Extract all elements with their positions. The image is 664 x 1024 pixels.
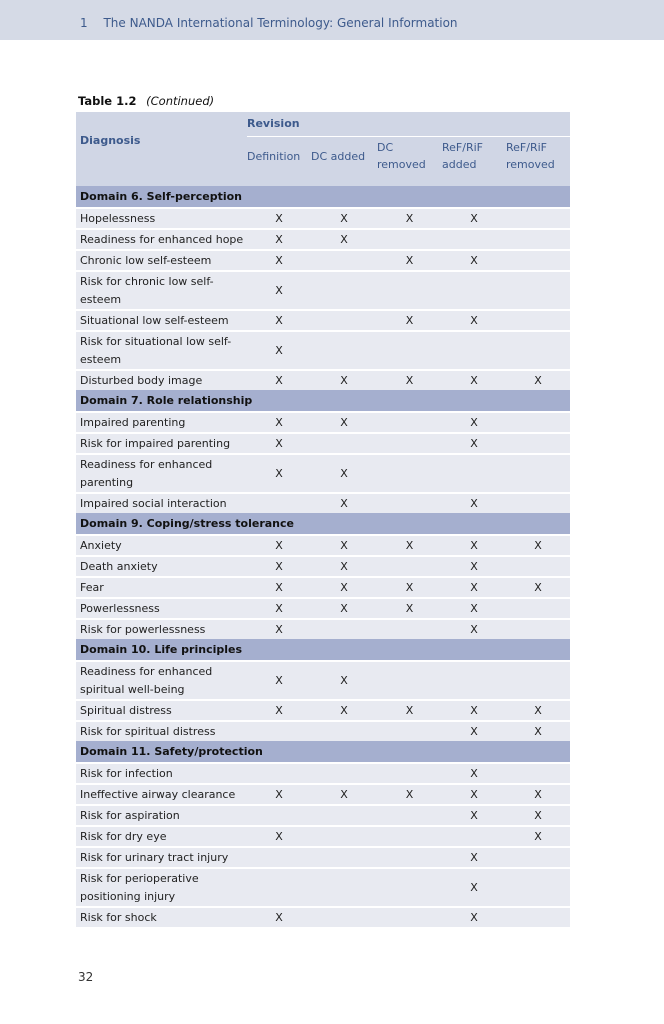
table-row bbox=[76, 763, 570, 784]
mark-definition: X bbox=[247, 907, 311, 927]
mark-definition: X bbox=[247, 784, 311, 805]
mark-dc-removed bbox=[377, 556, 442, 577]
diagnosis-revision-table bbox=[76, 112, 570, 927]
mark-definition: X bbox=[247, 229, 311, 250]
mark-dc-removed: X bbox=[377, 700, 442, 721]
mark-definition: X bbox=[247, 556, 311, 577]
mark-dc-removed bbox=[377, 661, 442, 700]
mark-ref-removed bbox=[506, 619, 570, 639]
table-row bbox=[76, 310, 570, 331]
mark-dc-added bbox=[311, 433, 377, 454]
mark-definition bbox=[247, 847, 311, 868]
mark-ref-added: X bbox=[442, 721, 506, 741]
table-row bbox=[76, 370, 570, 390]
diagnosis-name: Situational low self-esteem bbox=[76, 310, 247, 331]
table-row bbox=[76, 535, 570, 556]
col-header-ref-added: ReF/RiF added bbox=[442, 137, 506, 187]
mark-dc-added bbox=[311, 763, 377, 784]
mark-ref-removed: X bbox=[506, 370, 570, 390]
domain-row bbox=[76, 639, 570, 661]
col-header-ref-removed: ReF/RiF removed bbox=[506, 137, 570, 187]
table-continued: (Continued) bbox=[146, 94, 215, 108]
mark-definition bbox=[247, 493, 311, 513]
table-row bbox=[76, 907, 570, 927]
table-row bbox=[76, 331, 570, 370]
mark-ref-removed bbox=[506, 763, 570, 784]
mark-ref-added: X bbox=[442, 784, 506, 805]
mark-definition: X bbox=[247, 433, 311, 454]
mark-dc-removed bbox=[377, 763, 442, 784]
chapter-number: 1 bbox=[80, 16, 88, 30]
mark-ref-removed bbox=[506, 907, 570, 927]
mark-dc-added bbox=[311, 907, 377, 927]
table-row bbox=[76, 619, 570, 639]
running-header-text bbox=[80, 16, 458, 30]
mark-definition: X bbox=[247, 412, 311, 433]
diagnosis-name: Chronic low self-esteem bbox=[76, 250, 247, 271]
mark-ref-added: X bbox=[442, 370, 506, 390]
mark-ref-removed bbox=[506, 310, 570, 331]
mark-dc-removed bbox=[377, 493, 442, 513]
mark-ref-added: X bbox=[442, 535, 506, 556]
mark-ref-removed bbox=[506, 661, 570, 700]
diagnosis-name: Ineffective airway clearance bbox=[76, 784, 247, 805]
diagnosis-name: Powerlessness bbox=[76, 598, 247, 619]
mark-ref-added: X bbox=[442, 208, 506, 229]
table-row bbox=[76, 721, 570, 741]
mark-ref-removed: X bbox=[506, 700, 570, 721]
mark-dc-added bbox=[311, 250, 377, 271]
mark-ref-removed bbox=[506, 433, 570, 454]
mark-ref-added: X bbox=[442, 250, 506, 271]
mark-dc-removed bbox=[377, 619, 442, 639]
page-number: 32 bbox=[78, 970, 94, 984]
mark-dc-removed bbox=[377, 847, 442, 868]
mark-dc-added bbox=[311, 721, 377, 741]
mark-ref-removed bbox=[506, 250, 570, 271]
table-row bbox=[76, 208, 570, 229]
mark-dc-removed bbox=[377, 454, 442, 493]
diagnosis-name: Risk for perioperative positioning injury bbox=[76, 868, 247, 907]
mark-ref-removed bbox=[506, 598, 570, 619]
table-row bbox=[76, 412, 570, 433]
diagnosis-name: Readiness for enhanced parenting bbox=[76, 454, 247, 493]
mark-definition: X bbox=[247, 271, 311, 310]
col-header-dc-added: DC added bbox=[311, 137, 377, 187]
domain-row bbox=[76, 513, 570, 535]
mark-ref-removed: X bbox=[506, 721, 570, 741]
mark-ref-added: X bbox=[442, 310, 506, 331]
diagnosis-name: Risk for shock bbox=[76, 907, 247, 927]
mark-ref-removed bbox=[506, 331, 570, 370]
diagnosis-name: Risk for situational low self-esteem bbox=[76, 331, 247, 370]
mark-ref-added: X bbox=[442, 619, 506, 639]
mark-ref-added bbox=[442, 454, 506, 493]
mark-dc-removed: X bbox=[377, 370, 442, 390]
mark-definition: X bbox=[247, 598, 311, 619]
diagnosis-name: Risk for infection bbox=[76, 763, 247, 784]
running-header bbox=[0, 0, 664, 40]
domain-row bbox=[76, 741, 570, 763]
chapter-title: The NANDA International Terminology: General Information bbox=[103, 16, 458, 30]
mark-definition bbox=[247, 763, 311, 784]
mark-definition: X bbox=[247, 310, 311, 331]
mark-definition: X bbox=[247, 661, 311, 700]
mark-dc-added: X bbox=[311, 700, 377, 721]
mark-ref-removed bbox=[506, 412, 570, 433]
domain-row bbox=[76, 186, 570, 208]
table-row bbox=[76, 784, 570, 805]
mark-definition: X bbox=[247, 619, 311, 639]
col-header-diagnosis: Diagnosis bbox=[76, 112, 247, 186]
diagnosis-name: Fear bbox=[76, 577, 247, 598]
mark-ref-added: X bbox=[442, 907, 506, 927]
mark-ref-added: X bbox=[442, 598, 506, 619]
domain-heading: Domain 7. Role relationship bbox=[76, 390, 570, 412]
mark-dc-removed: X bbox=[377, 784, 442, 805]
mark-dc-added bbox=[311, 868, 377, 907]
table-row bbox=[76, 556, 570, 577]
mark-dc-removed bbox=[377, 826, 442, 847]
mark-ref-added: X bbox=[442, 412, 506, 433]
diagnosis-name: Hopelessness bbox=[76, 208, 247, 229]
mark-ref-added: X bbox=[442, 805, 506, 826]
mark-dc-added: X bbox=[311, 493, 377, 513]
mark-dc-removed: X bbox=[377, 208, 442, 229]
mark-definition: X bbox=[247, 331, 311, 370]
mark-ref-added bbox=[442, 661, 506, 700]
mark-definition: X bbox=[247, 370, 311, 390]
mark-definition: X bbox=[247, 208, 311, 229]
diagnosis-name: Impaired parenting bbox=[76, 412, 247, 433]
mark-dc-removed bbox=[377, 868, 442, 907]
mark-dc-removed bbox=[377, 805, 442, 826]
mark-dc-added: X bbox=[311, 370, 377, 390]
mark-dc-removed: X bbox=[377, 535, 442, 556]
domain-row bbox=[76, 390, 570, 412]
mark-ref-removed bbox=[506, 229, 570, 250]
mark-definition bbox=[247, 721, 311, 741]
domain-heading: Domain 9. Coping/stress tolerance bbox=[76, 513, 570, 535]
mark-dc-added: X bbox=[311, 784, 377, 805]
mark-dc-added: X bbox=[311, 454, 377, 493]
mark-ref-removed bbox=[506, 556, 570, 577]
diagnosis-name: Risk for chronic low self-esteem bbox=[76, 271, 247, 310]
table-row bbox=[76, 577, 570, 598]
mark-dc-removed: X bbox=[377, 310, 442, 331]
diagnosis-name: Risk for powerlessness bbox=[76, 619, 247, 639]
mark-dc-removed bbox=[377, 721, 442, 741]
diagnosis-name: Risk for urinary tract injury bbox=[76, 847, 247, 868]
mark-ref-added: X bbox=[442, 700, 506, 721]
mark-dc-added bbox=[311, 619, 377, 639]
mark-ref-removed: X bbox=[506, 805, 570, 826]
diagnosis-name: Readiness for enhanced spiritual well-being bbox=[76, 661, 247, 700]
mark-dc-removed bbox=[377, 412, 442, 433]
mark-definition: X bbox=[247, 826, 311, 847]
mark-dc-added bbox=[311, 847, 377, 868]
diagnosis-name: Risk for aspiration bbox=[76, 805, 247, 826]
table-row bbox=[76, 433, 570, 454]
diagnosis-name: Readiness for enhanced hope bbox=[76, 229, 247, 250]
mark-dc-removed: X bbox=[377, 250, 442, 271]
mark-dc-added: X bbox=[311, 229, 377, 250]
mark-ref-added: X bbox=[442, 493, 506, 513]
mark-ref-removed: X bbox=[506, 784, 570, 805]
mark-dc-added bbox=[311, 805, 377, 826]
table-row bbox=[76, 493, 570, 513]
table-row bbox=[76, 805, 570, 826]
diagnosis-name: Risk for spiritual distress bbox=[76, 721, 247, 741]
diagnosis-name: Disturbed body image bbox=[76, 370, 247, 390]
mark-ref-removed: X bbox=[506, 577, 570, 598]
mark-ref-removed bbox=[506, 208, 570, 229]
table-label: Table 1.2 bbox=[78, 94, 137, 108]
mark-definition: X bbox=[247, 577, 311, 598]
mark-dc-removed bbox=[377, 331, 442, 370]
mark-ref-added: X bbox=[442, 433, 506, 454]
mark-ref-added: X bbox=[442, 868, 506, 907]
mark-dc-removed bbox=[377, 907, 442, 927]
mark-ref-added bbox=[442, 271, 506, 310]
mark-dc-added bbox=[311, 331, 377, 370]
col-header-revision: Revision bbox=[247, 112, 570, 137]
table-row bbox=[76, 598, 570, 619]
mark-ref-removed bbox=[506, 454, 570, 493]
table-row bbox=[76, 847, 570, 868]
table-row bbox=[76, 229, 570, 250]
mark-dc-added: X bbox=[311, 556, 377, 577]
mark-dc-added: X bbox=[311, 598, 377, 619]
mark-ref-removed bbox=[506, 868, 570, 907]
mark-ref-removed bbox=[506, 493, 570, 513]
mark-definition: X bbox=[247, 454, 311, 493]
mark-dc-added: X bbox=[311, 535, 377, 556]
mark-dc-removed bbox=[377, 433, 442, 454]
mark-definition: X bbox=[247, 535, 311, 556]
col-header-definition: Definition bbox=[247, 137, 311, 187]
mark-dc-added bbox=[311, 271, 377, 310]
mark-definition: X bbox=[247, 700, 311, 721]
table-row bbox=[76, 868, 570, 907]
domain-heading: Domain 10. Life principles bbox=[76, 639, 570, 661]
mark-ref-removed: X bbox=[506, 535, 570, 556]
mark-ref-added bbox=[442, 331, 506, 370]
mark-dc-removed: X bbox=[377, 598, 442, 619]
mark-dc-added: X bbox=[311, 661, 377, 700]
mark-dc-added: X bbox=[311, 208, 377, 229]
mark-ref-added: X bbox=[442, 847, 506, 868]
diagnosis-name: Anxiety bbox=[76, 535, 247, 556]
col-header-dc-removed: DC removed bbox=[377, 137, 442, 187]
mark-dc-added: X bbox=[311, 412, 377, 433]
table-row bbox=[76, 661, 570, 700]
mark-dc-added: X bbox=[311, 577, 377, 598]
diagnosis-name: Risk for dry eye bbox=[76, 826, 247, 847]
table-row bbox=[76, 454, 570, 493]
table-row bbox=[76, 826, 570, 847]
mark-ref-added bbox=[442, 229, 506, 250]
domain-heading: Domain 11. Safety/protection bbox=[76, 741, 570, 763]
mark-definition: X bbox=[247, 250, 311, 271]
mark-ref-removed bbox=[506, 271, 570, 310]
mark-ref-added: X bbox=[442, 577, 506, 598]
table-caption bbox=[78, 94, 214, 108]
domain-heading: Domain 6. Self-perception bbox=[76, 186, 570, 208]
diagnosis-name: Death anxiety bbox=[76, 556, 247, 577]
table-body bbox=[76, 186, 570, 927]
mark-dc-added bbox=[311, 310, 377, 331]
table-row bbox=[76, 700, 570, 721]
mark-definition bbox=[247, 805, 311, 826]
diagnosis-name: Risk for impaired parenting bbox=[76, 433, 247, 454]
mark-dc-added bbox=[311, 826, 377, 847]
mark-dc-removed bbox=[377, 271, 442, 310]
mark-ref-removed: X bbox=[506, 826, 570, 847]
table-row bbox=[76, 250, 570, 271]
mark-definition bbox=[247, 868, 311, 907]
mark-ref-added bbox=[442, 826, 506, 847]
diagnosis-name: Spiritual distress bbox=[76, 700, 247, 721]
mark-dc-removed bbox=[377, 229, 442, 250]
mark-dc-removed: X bbox=[377, 577, 442, 598]
diagnosis-name: Impaired social interaction bbox=[76, 493, 247, 513]
table-row bbox=[76, 271, 570, 310]
mark-ref-added: X bbox=[442, 556, 506, 577]
mark-ref-added: X bbox=[442, 763, 506, 784]
mark-ref-removed bbox=[506, 847, 570, 868]
